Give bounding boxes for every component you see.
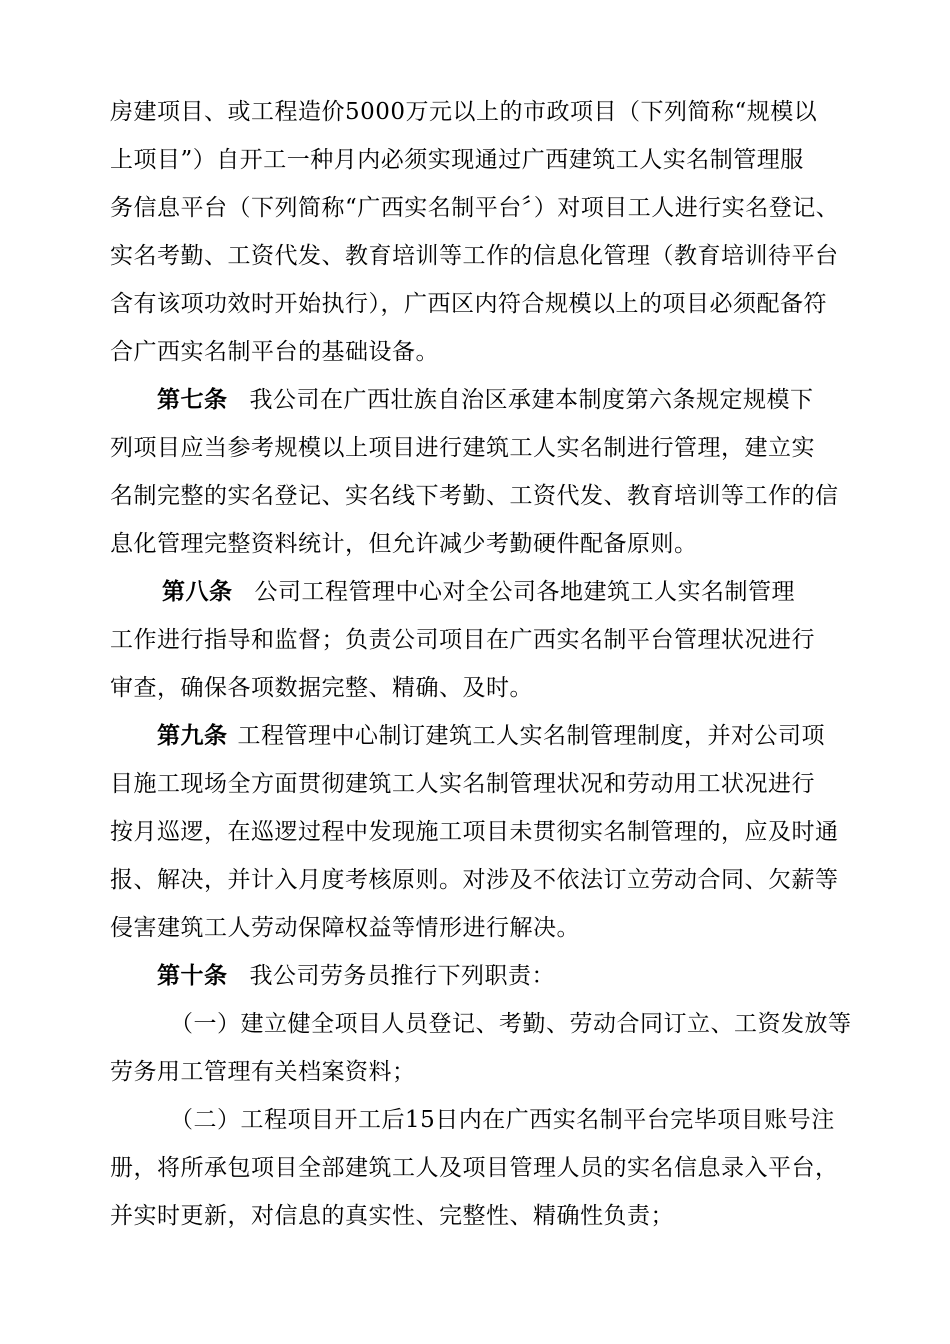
article-10-text: 我公司劳务员推行下列职责：	[249, 963, 555, 989]
article-10-first-line	[157, 960, 555, 992]
paragraph-line: 册，将所承包项目全部建筑工人及项目管理人员的实名信息录入平台，	[110, 1155, 839, 1181]
article-9-text: 工程管理中心制订建筑工人实名制管理制度，并对公司项	[237, 723, 825, 749]
article-7-first-line	[157, 384, 814, 416]
paragraph-line: 工作进行指导和监督；负责公司项目在广西实名制平台管理状况进行	[110, 627, 815, 653]
paragraph-line: 并实时更新，对信息的真实性、完整性、精确性负责；	[110, 1203, 674, 1229]
paragraph-line: 劳务用工管理有关档案资料；	[110, 1059, 416, 1085]
paragraph-line: 按月巡逻，在巡逻过程中发现施工项目未贯彻实名制管理的，应及时通	[110, 819, 839, 845]
paragraph-line: 息化管理完整资料统计，但允许减少考勤硬件配备原则。	[110, 531, 698, 557]
paragraph-line: 名制完整的实名登记、实名线下考勤、工资代发、教育培训等工作的信	[110, 483, 839, 509]
paragraph-line: 报、解决，并计入月度考核原则。对涉及不依法订立劳动合同、欠薪等	[110, 867, 839, 893]
paragraph-line: 审查，确保各项数据完整、精确、及时。	[110, 675, 533, 701]
paragraph-line: 上项目”）自开工一种月内必须实现通过广西建筑工人实名制管理服	[110, 147, 804, 173]
paragraph-line: 合广西实名制平台的基础设备。	[110, 339, 439, 365]
paragraph-line: 含有该项功效时开始执行），广西区内符合规模以上的项目必须配备符	[110, 291, 827, 317]
paragraph-line: 目施工现场全方面贯彻建筑工人实名制管理状况和劳动用工状况进行	[110, 771, 815, 797]
paragraph-line: 实名考勤、工资代发、教育培训等工作的信息化管理（教育培训待平台	[110, 243, 839, 269]
list-item-1: （一）建立健全项目人员登记、考勤、劳动合同订立、工资发放等	[170, 1011, 852, 1037]
article-8-heading: 第八条	[162, 579, 233, 605]
article-10-heading: 第十条	[157, 963, 228, 989]
paragraph-line: 列项目应当参考规模以上项目进行建筑工人实名制进行管理，建立实	[110, 435, 815, 461]
article-9-heading: 第九条	[157, 723, 228, 749]
paragraph-line: 房建项目、或工程造价5000万元以上的市政项目（下列简称“规模以	[110, 99, 818, 125]
article-8-text: 公司工程管理中心对全公司各地建筑工人实名制管理	[254, 579, 795, 605]
article-7-text: 我公司在广西壮族自治区承建本制度第六条规定规模下	[249, 387, 814, 413]
paragraph-line: 侵害建筑工人劳动保障权益等情形进行解决。	[110, 915, 580, 941]
article-8-first-line	[162, 576, 795, 608]
article-9-first-line	[157, 720, 825, 752]
article-7-heading: 第七条	[157, 387, 228, 413]
paragraph-line: 务信息平台（下列简称“广西实名制平台〞）对项目工人进行实名登记、	[110, 195, 840, 221]
list-item-2: （二）工程项目开工后15日内在广西实名制平台完毕项目账号注	[170, 1107, 835, 1133]
